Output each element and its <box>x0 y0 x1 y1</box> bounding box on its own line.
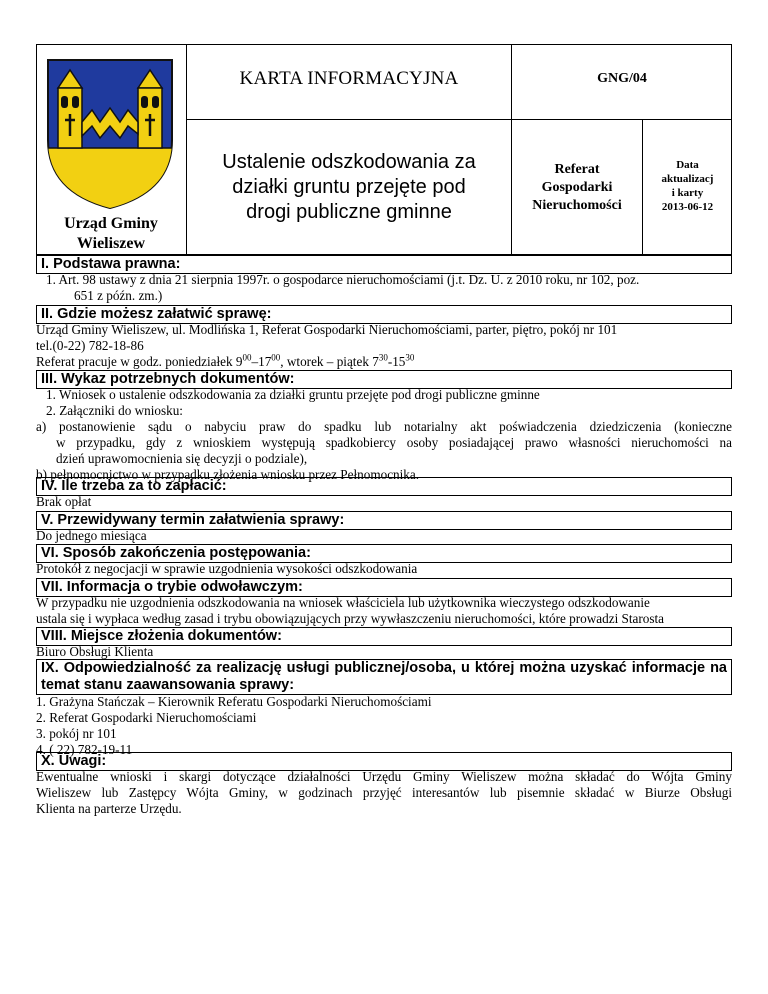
header-hline <box>186 119 732 120</box>
responsibility-item-2: 2. Referat Gospodarki Nieruchomościami <box>36 710 257 725</box>
section-legal-basis-heading: I. Podstawa prawna: <box>36 255 732 274</box>
update-label-line2: aktualizacj <box>661 173 714 185</box>
hours-mid-3: -15 <box>387 354 406 369</box>
procedure-title-line3: drogi publiczne gminne <box>246 201 452 223</box>
hours-mid-1: –17 <box>251 354 272 369</box>
office-name <box>36 214 186 254</box>
section-appeal-heading: VII. Informacja o trybie odwoławczym: <box>36 578 732 597</box>
remarks-line-3: Klienta na parterze Urzędu. <box>36 801 182 816</box>
section-fees-heading: IV. Ile trzeba za to zapłacić: <box>36 477 732 496</box>
procedure-title-line1: Ustalenie odszkodowania za <box>222 151 476 173</box>
department-name <box>512 161 642 215</box>
department-line1: Referat <box>554 162 600 177</box>
responsibility-item-3: 3. pokój nr 101 <box>36 726 117 741</box>
procedure-title <box>187 150 511 225</box>
update-date: 2013-06-12 <box>661 201 714 213</box>
appeal-line-1: W przypadku nie uzgodnienia odszkodowania na wniosek właściciela lub użytkownika wieczystego odszkodowanie <box>36 595 650 610</box>
documents-item-a-line3: dzień uprawomocnienia się decyzji o podziale), <box>56 451 308 466</box>
section-completion-heading: VI. Sposób zakończenia postępowania: <box>36 544 732 563</box>
update-date-block <box>643 158 732 214</box>
responsibility-item-1: 1. Grażyna Stańczak – Kierownik Referatu Gospodarki Nieruchomościami <box>36 694 432 709</box>
legal-basis-item-1: 1. Art. 98 ustawy z dnia 21 sierpnia 1997r. o gospodarce nieruchomościami (j.t. Dz. U. z 2010 roku, nr 102, poz. <box>46 272 640 287</box>
card-title: KARTA INFORMACYJNA <box>239 68 459 89</box>
documents-item-b: b) pełnomocnictwo w przypadku złożenia wniosku przez Pełnomocnika. <box>36 467 420 482</box>
responsibility-heading-line2: temat stanu zaawansowania sprawy: <box>41 677 295 693</box>
where-phone: tel.(0-22) 782-18-86 <box>36 338 144 353</box>
fees-text: Brak opłat <box>36 494 92 509</box>
card-code: GNG/04 <box>597 71 647 86</box>
section-documents-heading: III. Wykaz potrzebnych dokumentów: <box>36 370 732 389</box>
hours-mid-2: , wtorek – piątek 7 <box>280 354 379 369</box>
department-line2: Gospodarki <box>541 180 613 195</box>
update-label-line3: i karty <box>671 187 704 199</box>
documents-item-a-line1: a) postanowienie sądu o nabyciu praw do spadku lub notarialny akt poświadczenia dziedziczenia (konieczne <box>36 419 732 434</box>
documents-item-2: 2. Załączniki do wniosku: <box>46 403 183 418</box>
hours-sup-4: 30 <box>405 352 415 363</box>
remarks-line-2: Wieliszew lub Zastępcy Wójta Gminy, w godzinach przyjęć interesantów lub pisemnie składać w Biurze Obsługi <box>36 785 732 800</box>
responsibility-item-4: 4. ( 22) 782-19-11 <box>36 742 133 757</box>
submission-place-text: Biuro Obsługi Klienta <box>36 644 154 659</box>
responsibility-heading-line1: IX. Odpowiedzialność za realizację usługi publicznej/osoba, u której można uzyskać informacje na <box>41 660 727 676</box>
hours-sup-3: 30 <box>378 352 388 363</box>
section-where-heading: II. Gdzie możesz załatwić sprawę: <box>36 305 732 324</box>
appeal-line-2: ustala się i wypłaca według zasad i trybu obowiązujących przy wywłaszczeniu nieruchomości, które prowadzi Starosta <box>36 611 665 626</box>
section-remarks-heading: X. Uwagi: <box>36 752 732 771</box>
documents-item-a-line2: w przypadku, gdy z wnioskiem występują spadkobiercy osoby posiadającej prawo własności nieruchomości na <box>56 435 732 450</box>
department-line3: Nieruchomości <box>532 198 622 213</box>
remarks-line-1: Ewentualne wnioski i skargi dotyczące działalności Urzędu Gminy Wieliszew można składać do Wójta Gminy <box>36 769 732 784</box>
where-address: Urząd Gminy Wieliszew, ul. Modlińska 1, Referat Gospodarki Nieruchomościami, parter, piętro, pokój nr 101 <box>36 322 618 337</box>
deadline-text: Do jednego miesiąca <box>36 528 147 543</box>
section-responsibility-heading <box>36 659 732 695</box>
update-label-line1: Data <box>676 159 699 171</box>
office-name-line1: Urząd Gminy <box>64 215 158 232</box>
where-hours <box>36 354 732 370</box>
legal-basis-item-1-cont: 651 z późn. zm.) <box>74 288 163 303</box>
coat-of-arms-icon <box>40 52 180 212</box>
hours-sup-1: 00 <box>242 352 252 363</box>
documents-item-1: 1. Wniosek o ustalenie odszkodowania za działki gruntu przejęte pod drogi publiczne gminne <box>46 387 540 402</box>
section-deadline-heading: V. Przewidywany termin załatwienia sprawy: <box>36 511 732 530</box>
section-submission-place-heading: VIII. Miejsce złożenia dokumentów: <box>36 627 732 646</box>
completion-text: Protokół z negocjacji w sprawie uzgodnienia wysokości odszkodowania <box>36 561 418 576</box>
hours-sup-2: 00 <box>271 352 281 363</box>
hours-prefix: Referat pracuje w godz. poniedziałek 9 <box>36 354 243 369</box>
procedure-title-line2: działki gruntu przejęte pod <box>232 176 466 198</box>
office-name-line2: Wieliszew <box>76 235 146 252</box>
